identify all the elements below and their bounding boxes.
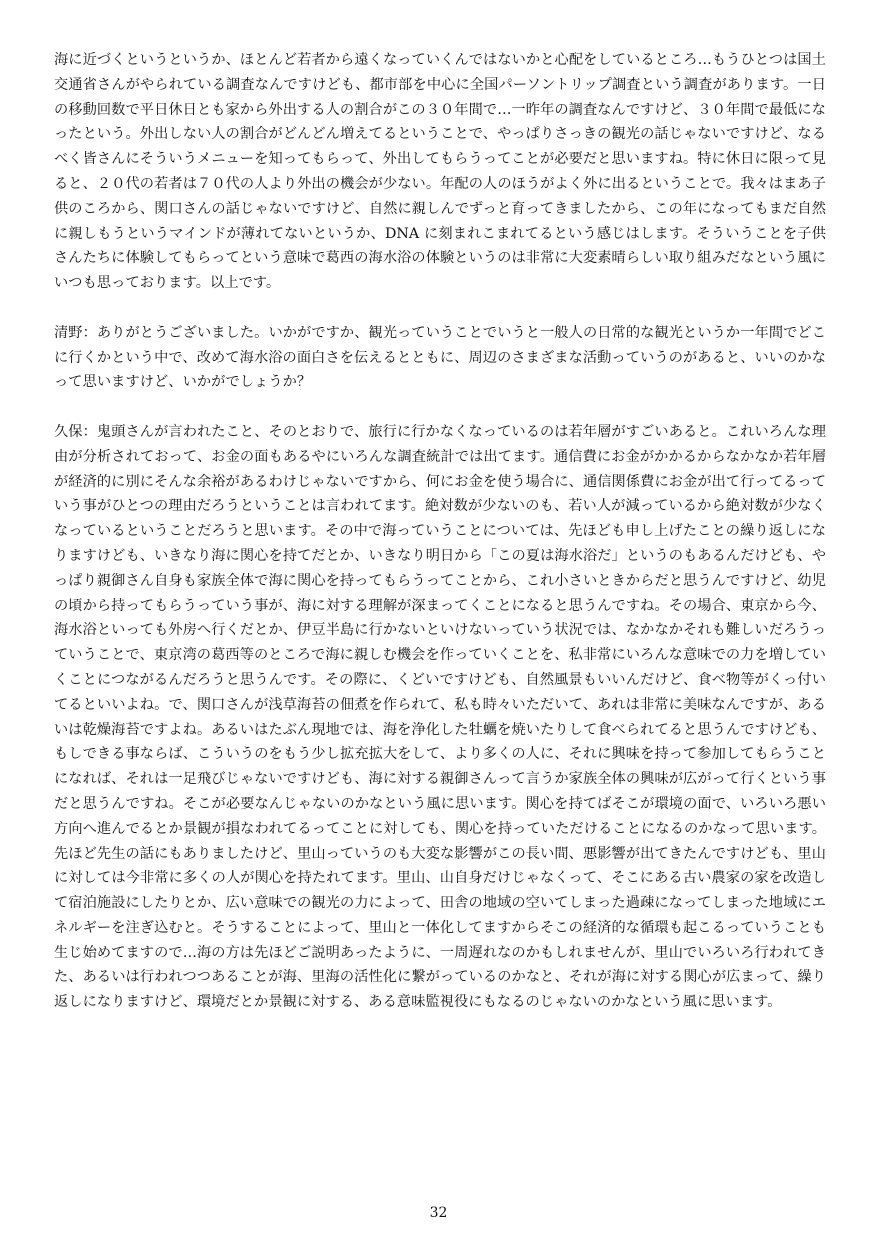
paragraph-continuation: 海に近づくというというか、ほとんど若者から遠くなっていくんではないかと心配をしているところ…もうひとつは国土交通省さんがやられている調査なんですけども、都市部を中心に全国パーソントリップ調査という調査があります。一日の移動回数で平日休日とも家から外出する人の割合がこの３０年間で…一昨年の調査なんですけど、３０年間で最低になったという。外出しない人の割合がどんどん増えてるということで、やっぱりさっきの観光の話じゃないですけど、なるべく皆さんにそういうメニューを知ってもらって、外出してもらうってことが必要だと思いますね。特に休日に限って見ると、２０代の若者は７０代の人より外出の機会が少ない。年配の人のほうがよく外に出るということで。我々はまあ子供のころから、関口さんの話じゃないですけど、自然に親しんでずっと育ってきましたから、この年になってもまだ自然に親しもうというマインドが薄れてないというか、DNA に刻まれこまれてるという感じはします。そういうことを子供さんたちに体験してもらってという意味で葛西の海水浴の体験というのは非常に大変素晴らしい取り組みだなという風にいつも思っております。以上です。 bbox=[54, 52, 826, 292]
paragraph-kiyono: 清野：ありがとうございました。いかがですか、観光っていうことでいうと一般人の日常的な観光というか一年間でどこに行くかという中で、改めて海水浴の面白さを伝えるとともに、周辺のさまざまな活動っていうのがあると、いいのかなって思いますけど、いかがでしょうか？ bbox=[54, 324, 826, 391]
paragraph-gap bbox=[54, 395, 826, 420]
paragraph-gap bbox=[54, 296, 826, 321]
document-body bbox=[54, 48, 826, 1015]
page-number: 32 bbox=[429, 1205, 448, 1221]
paragraph-kubo: 久保：鬼頭さんが言われたこと、そのとおりで、旅行に行かなくなっているのは若年層がすごいあると。これいろんな理由が分析されておって、お金の面もあるやにいろんな調査統計では出てます。通信費にお金がかかるからなかなか若年層が経済的に別にそんな余裕があるわけじゃないですから、何にお金を使う場合に、通信関係費にお金が出て行ってるっていう事がひとつの理由だろうということは言われてます。絶対数が少ないのも、若い人が減っているから絶対数が少なくなっているということだろうと思います。その中で海っていうことについては、先ほども申し上げたことの繰り返しになりますけども、いきなり海に関心を持てだとか、いきなり明日から「この夏は海水浴だ」というのもあるんだけども、やっぱり親御さん自身も家族全体で海に関心を持ってもらうってことから、これ小さいときからだと思うんですけど、幼児の頃から持ってもらうっていう事が、海に対する理解が深まってくことになると思うんですね。その場合、東京から今、海水浴といっても外房へ行くだとか、伊豆半島に行かないといけないっていう状況では、なかなかそれも難しいだろうっていうことで、東京湾の葛西等のところで海に親しむ機会を作っていくことを、私非常にいろんな意味での力を増していくことにつながるんだろうと思うんです。その際に、くどいですけども、自然風景もいいんだけど、食べ物等がくっ付いてるといいよね。で、関口さんが浅草海苔の佃煮を作られて、私も時々いただいて、あれは非常に美味なんですが、あるいは乾燥海苔ですよね。あるいはたぶん現地では、海を浄化した牡蠣を焼いたりして食べられてると思うんですけども、もしできる事ならば、こういうのをもう少し拡充拡大をして、より多くの人に、それに興味を持って参加してもらうことになれば、それは一足飛びじゃないですけども、海に対する親御さんって言うか家族全体の興味が広がって行くという事だと思うんですね。そこが必要なんじゃないのかなという風に思います。関心を持てばそこが環境の面で、いろいろ悪い方向へ進んでるとか景観が損なわれてるってことに対しても、関心を持っていただけることになるのかなって思います。先ほど先生の話にもありましたけど、里山っていうのも大変な影響がこの長い間、悪影響が出てきたんですけども、里山に対しては今非常に多くの人が関心を持たれてます。里山、山自身だけじゃなくって、そこにある古い農家の家を改造して宿泊施設にしたりとか、広い意味での観光の力によって、田舎の地域の空いてしまった過疎になってしまった地域にエネルギーを注ぎ込むと。そうすることによって、里山と一体化してますからそこの経済的な循環も起こるっていうことも生じ始めてますので…海の方は先ほどご説明あったように、一周遅れなのかもしれませんが、里山でいろいろ行われてきた、あるいは行われつつあることが海、里海の活性化に繋がっているのかなと、それが海に対する関心が広まって、繰り返しになりますけど、環境だとか景観に対する、ある意味監視役にもなるのじゃないのかなという風に思います。 bbox=[54, 423, 826, 1011]
